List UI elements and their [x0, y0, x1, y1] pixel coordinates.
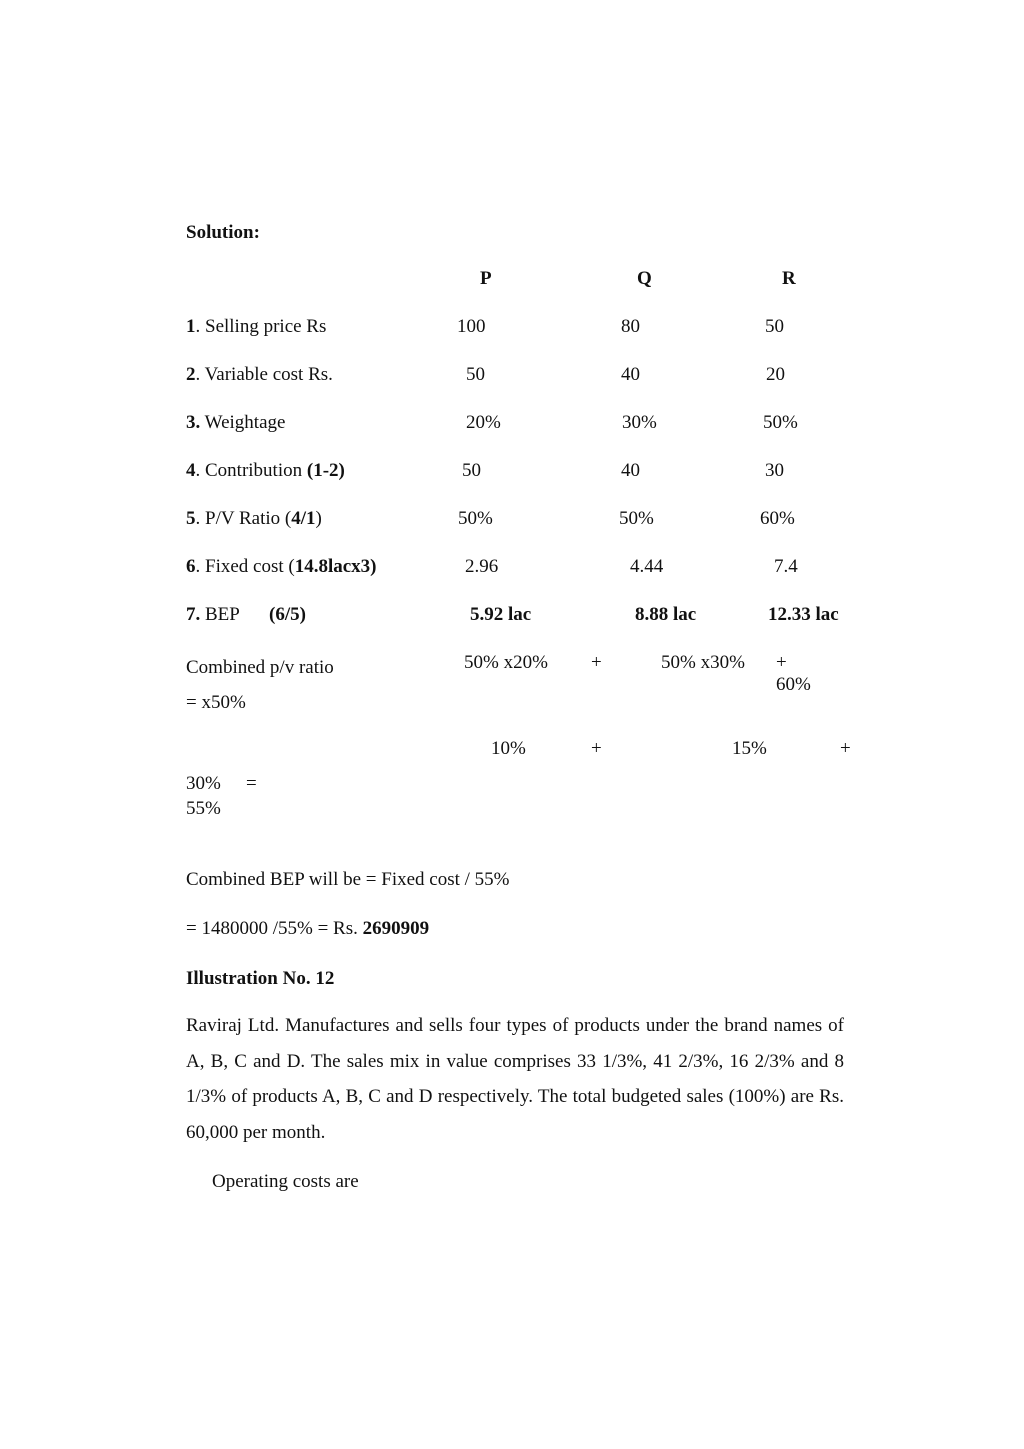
operating-costs-line: Operating costs are: [212, 1171, 359, 1192]
row-value: 50%: [619, 508, 654, 529]
row-label-variable-cost: 2. Variable cost Rs.: [186, 364, 333, 385]
row-value: 40: [621, 364, 640, 385]
row-label-bep: 7. BEP: [186, 604, 240, 625]
column-header-q: Q: [637, 268, 652, 289]
column-header-r: R: [782, 268, 796, 289]
row-label-selling-price: 1. Selling price Rs: [186, 316, 327, 337]
row-ref-bep: (6/5): [269, 604, 306, 625]
combined-result-term: 10%: [491, 738, 526, 759]
combined-plus: +: [591, 738, 602, 759]
row-label-contribution: 4. Contribution (1-2): [186, 460, 345, 481]
combined-equals: =: [246, 773, 257, 794]
row-value: 2.96: [465, 556, 499, 577]
combined-result: 55%: [186, 798, 221, 819]
row-value: 50%: [763, 412, 798, 433]
row-value: 50%: [458, 508, 493, 529]
row-value: 50: [462, 460, 481, 481]
combined-plus: +: [840, 738, 851, 759]
combined-bep-calc: = 1480000 /55% = Rs. 2690909: [186, 918, 430, 939]
row-value: 40: [621, 460, 640, 481]
combined-term: 50% x20%: [464, 652, 548, 673]
column-header-p: P: [480, 268, 492, 289]
combined-term: 60%: [776, 674, 811, 695]
row-value: 100: [457, 316, 486, 337]
illustration-heading: Illustration No. 12: [186, 968, 335, 989]
row-value: 50: [765, 316, 784, 337]
row-value: 30%: [622, 412, 657, 433]
combined-plus: +: [776, 652, 787, 673]
combined-term: 50% x30%: [661, 652, 745, 673]
row-value: 20%: [466, 412, 501, 433]
combined-result-term: 15%: [732, 738, 767, 759]
illustration-paragraph: Raviraj Ltd. Manufactures and sells four types of products under the brand names of A, B, C and D. The sales mix in value comprises 33 1/3%, 41 2/3%, 16 2/3% and 8 1/3% of products A, B, C and D respectively. The total budgeted sales (100%) are Rs. 60,000 per month.: [186, 1015, 844, 1143]
row-label-weightage: 3. Weightage: [186, 412, 286, 433]
combined-bep-line: Combined BEP will be = Fixed cost / 55%: [186, 869, 510, 890]
row-value: 50: [466, 364, 485, 385]
row-value: 60%: [760, 508, 795, 529]
solution-heading: Solution:: [186, 222, 260, 243]
row-label-fixed-cost: 6. Fixed cost (14.8lacx3): [186, 556, 377, 577]
row-value: 5.92 lac: [470, 604, 532, 625]
row-value: 7.4: [774, 556, 798, 577]
combined-pv-eq: = x50%: [186, 692, 246, 713]
row-label-pv-ratio: 5. P/V Ratio (4/1): [186, 508, 322, 529]
combined-plus: +: [591, 652, 602, 673]
row-value: 4.44: [630, 556, 664, 577]
row-value: 80: [621, 316, 640, 337]
combined-pv-label: Combined p/v ratio: [186, 657, 334, 678]
row-value: 20: [766, 364, 785, 385]
row-value: 12.33 lac: [768, 604, 839, 625]
row-value: 30: [765, 460, 784, 481]
combined-result-term: 30%: [186, 773, 221, 794]
row-value: 8.88 lac: [635, 604, 697, 625]
